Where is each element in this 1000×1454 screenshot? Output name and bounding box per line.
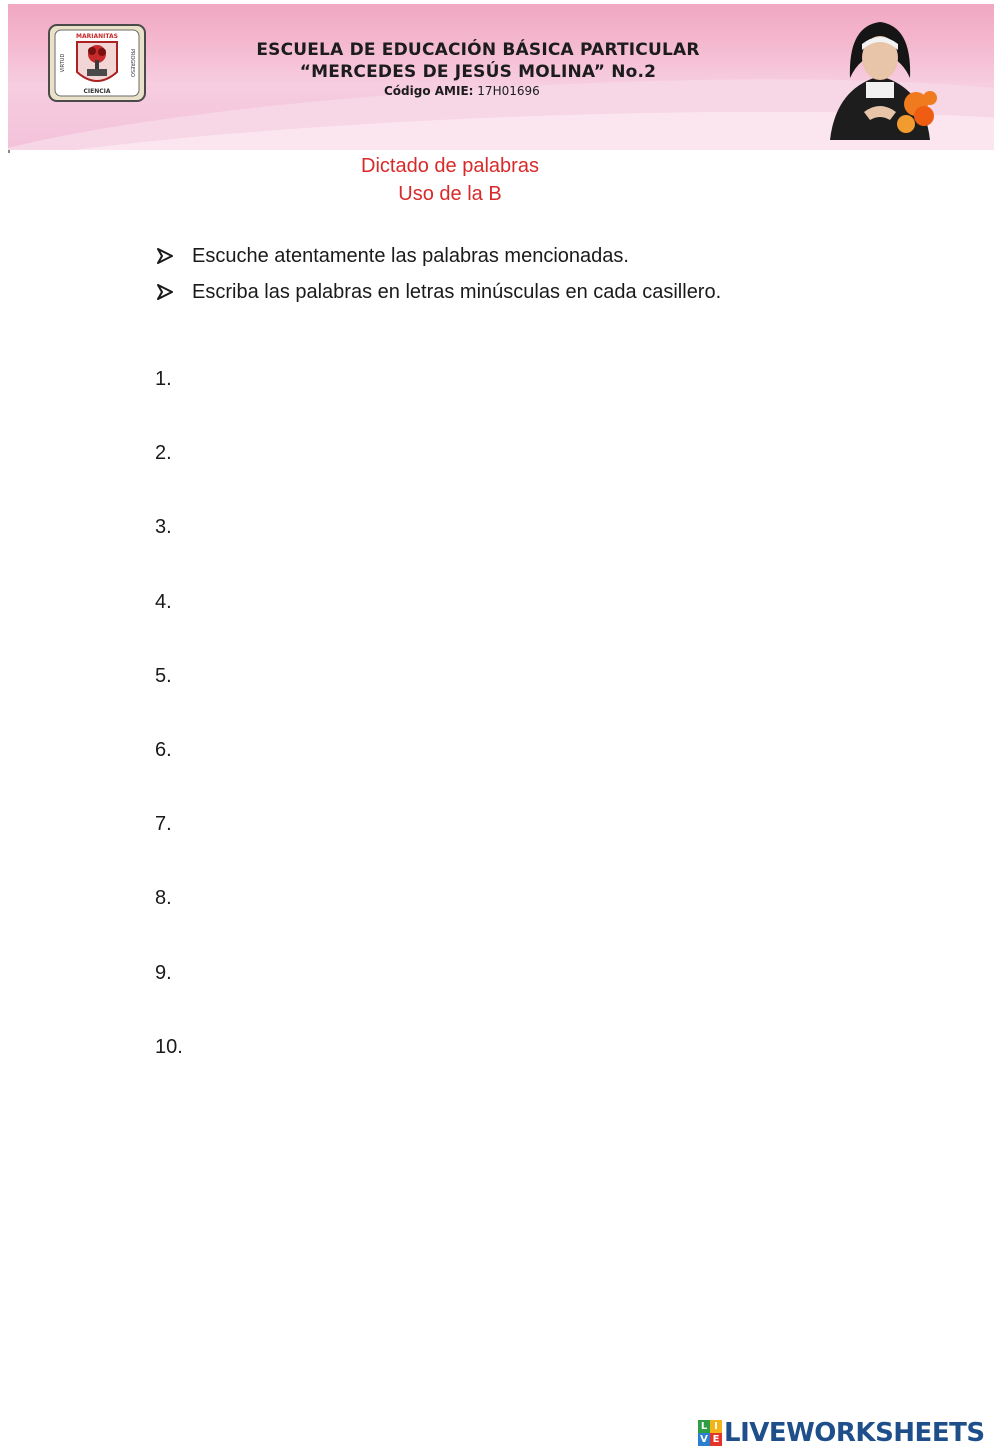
school-name-line2: “MERCEDES DE JESÚS MOLINA” No.2	[299, 62, 657, 82]
school-name-line1: ESCUELA DE EDUCACIÓN BÁSICA PARTICULAR	[256, 40, 700, 60]
amie-code-line	[384, 84, 540, 98]
answer-number: 1.	[155, 368, 172, 390]
instruction-item	[156, 238, 721, 274]
instruction-text: Escriba las palabras en letras minúsculas en cada casillero.	[192, 280, 722, 303]
answer-number: 8.	[155, 887, 172, 909]
banner-edge-mark	[8, 150, 10, 153]
answer-number: 4.	[155, 591, 172, 613]
liveworksheets-badge-icon	[698, 1420, 722, 1446]
answer-number: 7.	[155, 813, 172, 835]
instructions-list	[156, 238, 721, 310]
answer-number: 3.	[155, 516, 172, 538]
arrow-bullet-icon	[156, 248, 192, 264]
instruction-text: Escuche atentamente las palabras mencionadas.	[192, 244, 629, 267]
school-crest-icon	[48, 24, 146, 102]
amie-label: Código AMIE:	[384, 84, 474, 98]
worksheet-title: Dictado de palabras	[361, 155, 539, 177]
answer-number: 2.	[155, 442, 172, 464]
liveworksheets-wordmark: LIVEWORKSHEETS	[724, 1418, 985, 1448]
crest-text-left: VIRTUD	[60, 53, 66, 73]
badge-letter: L	[698, 1420, 710, 1433]
answer-number: 5.	[155, 665, 172, 687]
answer-number: 6.	[155, 739, 172, 761]
crest-text-bottom: CIENCIA	[83, 88, 111, 95]
arrow-bullet-icon	[156, 284, 192, 300]
header-banner	[8, 4, 994, 150]
instruction-item	[156, 274, 721, 310]
answer-number: 10.	[155, 1036, 183, 1058]
crest-text-top: MARIANITAS	[76, 33, 118, 40]
nun-portrait-icon	[820, 16, 940, 140]
badge-letter: I	[710, 1420, 722, 1433]
worksheet-subtitle: Uso de la B	[398, 183, 502, 205]
amie-code: 17H01696	[477, 84, 540, 98]
crest-text-right: PROGRESO	[129, 48, 135, 78]
badge-letter: V	[698, 1433, 710, 1446]
liveworksheets-logo[interactable]	[698, 1418, 985, 1448]
answer-number: 9.	[155, 962, 172, 984]
badge-letter: E	[710, 1433, 722, 1446]
